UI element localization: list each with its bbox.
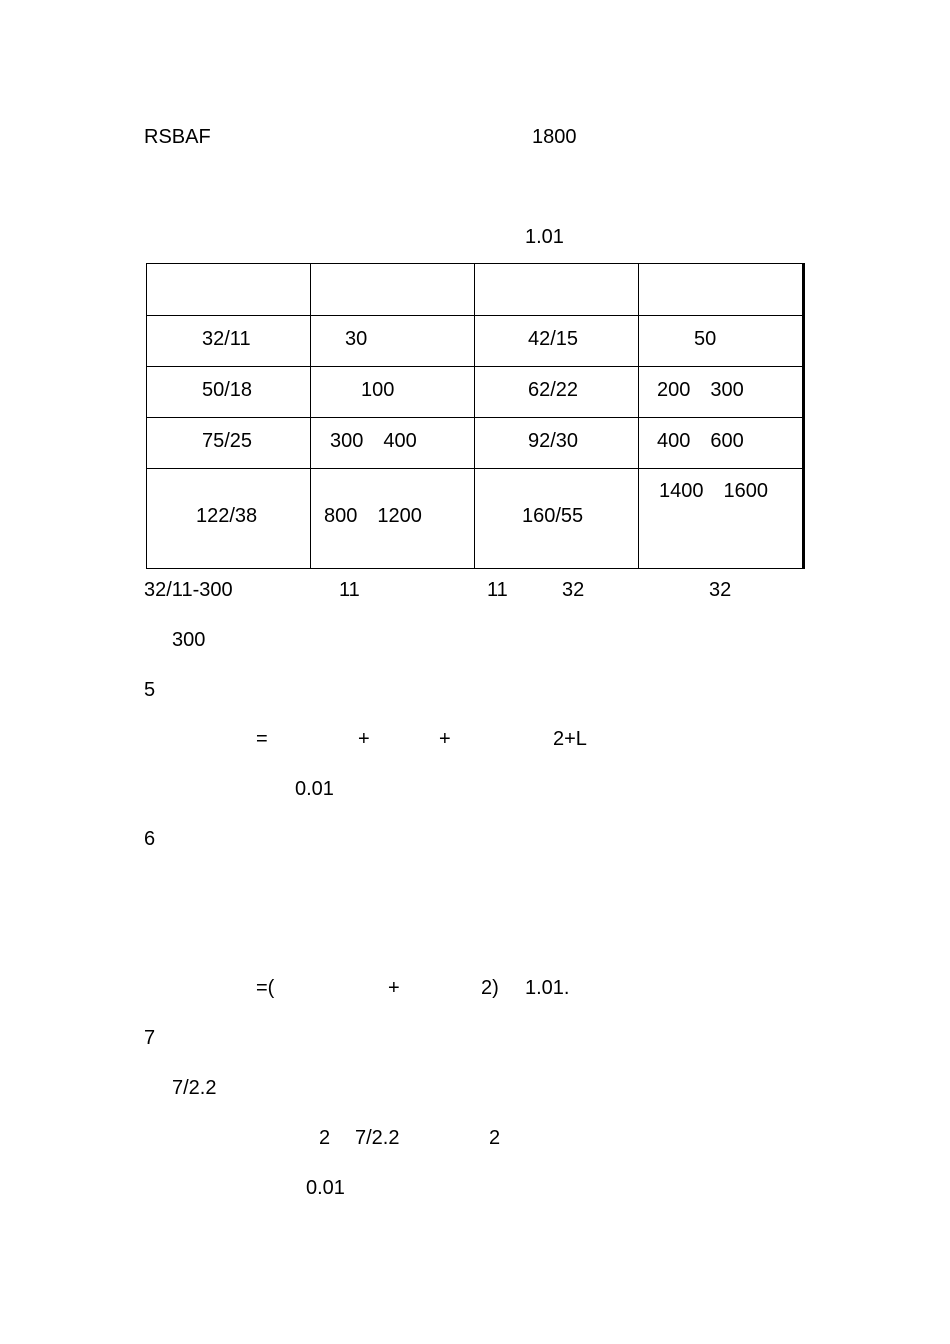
table-cell: 30 bbox=[311, 316, 475, 367]
note-col4: 32 bbox=[562, 579, 585, 601]
spec-table bbox=[146, 263, 805, 569]
table-cell: 50/18 bbox=[147, 367, 311, 418]
section-5-plus-1: + bbox=[358, 728, 370, 750]
table-row bbox=[147, 469, 804, 569]
section-7-b: 7/2.2 bbox=[355, 1127, 400, 1149]
note-col2: 11 bbox=[339, 579, 360, 601]
table-cell: 100 bbox=[311, 367, 475, 418]
table-cell bbox=[311, 264, 475, 316]
section-6-plus: + bbox=[388, 977, 400, 999]
section-5-equals: = bbox=[256, 728, 268, 750]
table-cell: 32/11 bbox=[147, 316, 311, 367]
header-right-number: 1800 bbox=[532, 126, 577, 148]
note-col5: 32 bbox=[709, 579, 732, 601]
table-cell bbox=[475, 264, 639, 316]
table-cell: 92/30 bbox=[475, 418, 639, 469]
section-6-number: 6 bbox=[144, 828, 156, 850]
table-row bbox=[147, 367, 804, 418]
header-left-text: RSBAF bbox=[144, 126, 211, 148]
section-5-value: 0.01 bbox=[295, 778, 334, 800]
table-cell: 400 600 bbox=[639, 418, 804, 469]
table-row bbox=[147, 418, 804, 469]
note-col3: 11 bbox=[487, 579, 508, 601]
table-row bbox=[147, 316, 804, 367]
section-7-number: 7 bbox=[144, 1027, 156, 1049]
section-7-value: 0.01 bbox=[306, 1177, 345, 1199]
factor-top: 1.01 bbox=[525, 226, 564, 248]
table-cell: 75/25 bbox=[147, 418, 311, 469]
table-cell bbox=[639, 264, 804, 316]
table-row bbox=[147, 264, 804, 316]
section-5-tail: 2+L bbox=[553, 728, 587, 750]
table-cell: 300 400 bbox=[311, 418, 475, 469]
section-6-factor: 1.01. bbox=[525, 977, 570, 999]
note-line2: 300 bbox=[172, 629, 206, 651]
table-cell: 1400 1600 bbox=[639, 469, 804, 569]
table-cell bbox=[147, 264, 311, 316]
table-cell: 160/55 bbox=[475, 469, 639, 569]
section-5-number: 5 bbox=[144, 679, 156, 701]
table-cell: 122/38 bbox=[147, 469, 311, 569]
table-cell: 42/15 bbox=[475, 316, 639, 367]
section-6-open: =( bbox=[256, 977, 275, 999]
section-7-ratio: 7/2.2 bbox=[172, 1077, 217, 1099]
table-cell: 200 300 bbox=[639, 367, 804, 418]
table-cell: 50 bbox=[639, 316, 804, 367]
note-col1: 32/11-300 bbox=[144, 579, 233, 601]
table-cell: 62/22 bbox=[475, 367, 639, 418]
table-cell: 800 1200 bbox=[311, 469, 475, 569]
section-7-c: 2 bbox=[489, 1127, 501, 1149]
section-7-a: 2 bbox=[319, 1127, 331, 1149]
section-5-plus-2: + bbox=[439, 728, 451, 750]
section-6-close: 2) bbox=[481, 977, 499, 999]
